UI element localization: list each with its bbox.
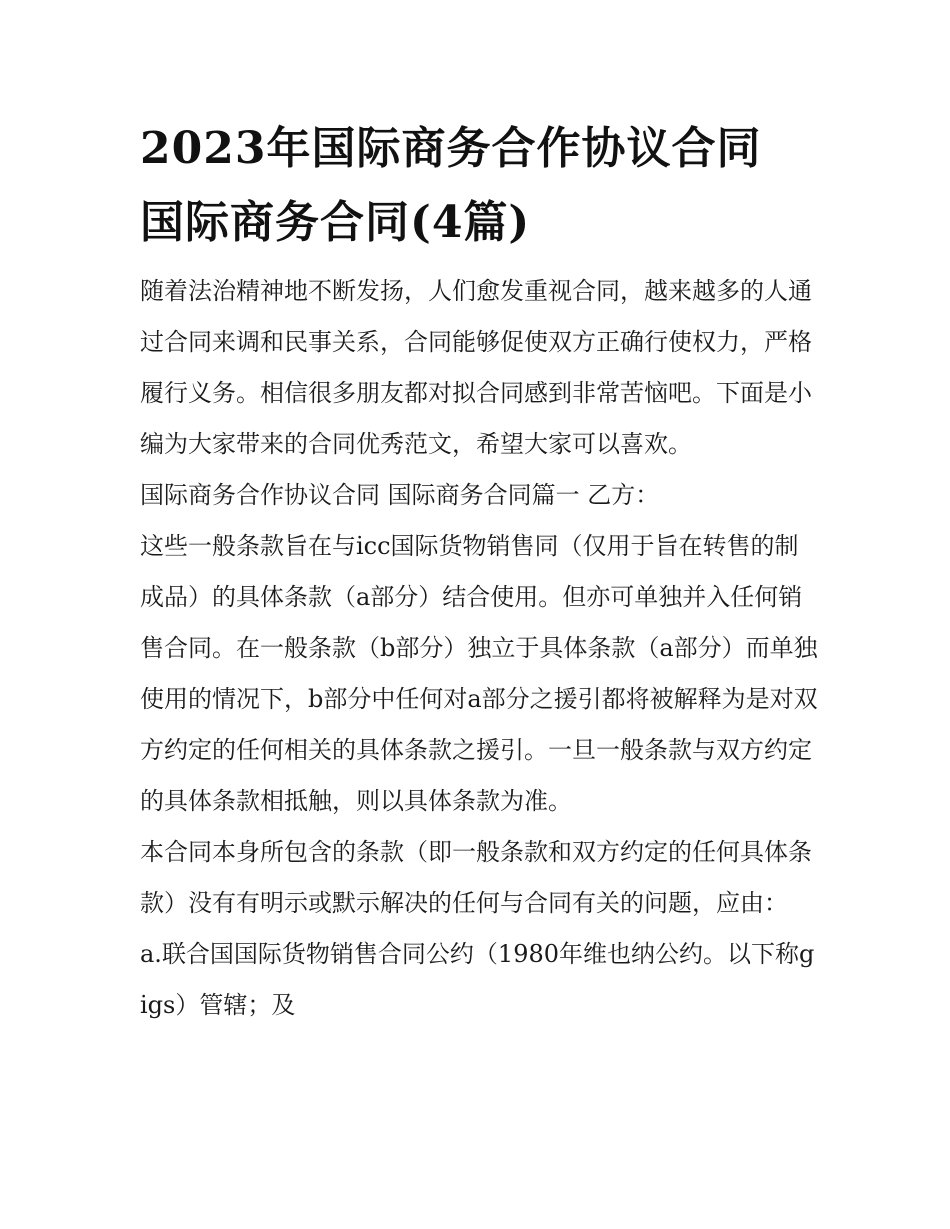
- paragraph-clause-a: a.联合国国际货物销售合同公约（1980年维也纳公约。以下称gigs）管辖；及: [140, 940, 815, 1019]
- document-body: [140, 266, 820, 1031]
- paragraph-general-terms: 这些一般条款旨在与icc国际货物销售同（仅用于旨在转售的制成品）的具体条款（a部分）结合使用。但亦可单独并入任何销售合同。在一般条款（b部分）独立于具体条款（a部分）而单独使用的情况下，b部分中任何对a部分之援引都将被解释为是对双方约定的任何相关的具体条款之援引。一旦一般条款与双方约定的具体条款相抵触，则以具体条款为准。: [140, 532, 818, 815]
- paragraph-section-heading: 国际商务合作协议合同 国际商务合同篇一 乙方：: [140, 481, 660, 509]
- document-title: 2023年国际商务合作协议合同 国际商务合同(4篇): [140, 123, 762, 248]
- paragraph-intro: 随着法治精神地不断发扬，人们愈发重视合同，越来越多的人通过合同来调和民事关系，合同能够促使双方正确行使权力，严格履行义务。相信很多朋友都对拟合同感到非常苦恼吧。下面是小编为大家带来的合同优秀范文，希望大家可以喜欢。: [140, 277, 812, 458]
- paragraph-governing: 本合同本身所包含的条款（即一般条款和双方约定的任何具体条款）没有有明示或默示解决的任何与合同有关的问题，应由：: [140, 838, 812, 917]
- document-content: [140, 112, 820, 1031]
